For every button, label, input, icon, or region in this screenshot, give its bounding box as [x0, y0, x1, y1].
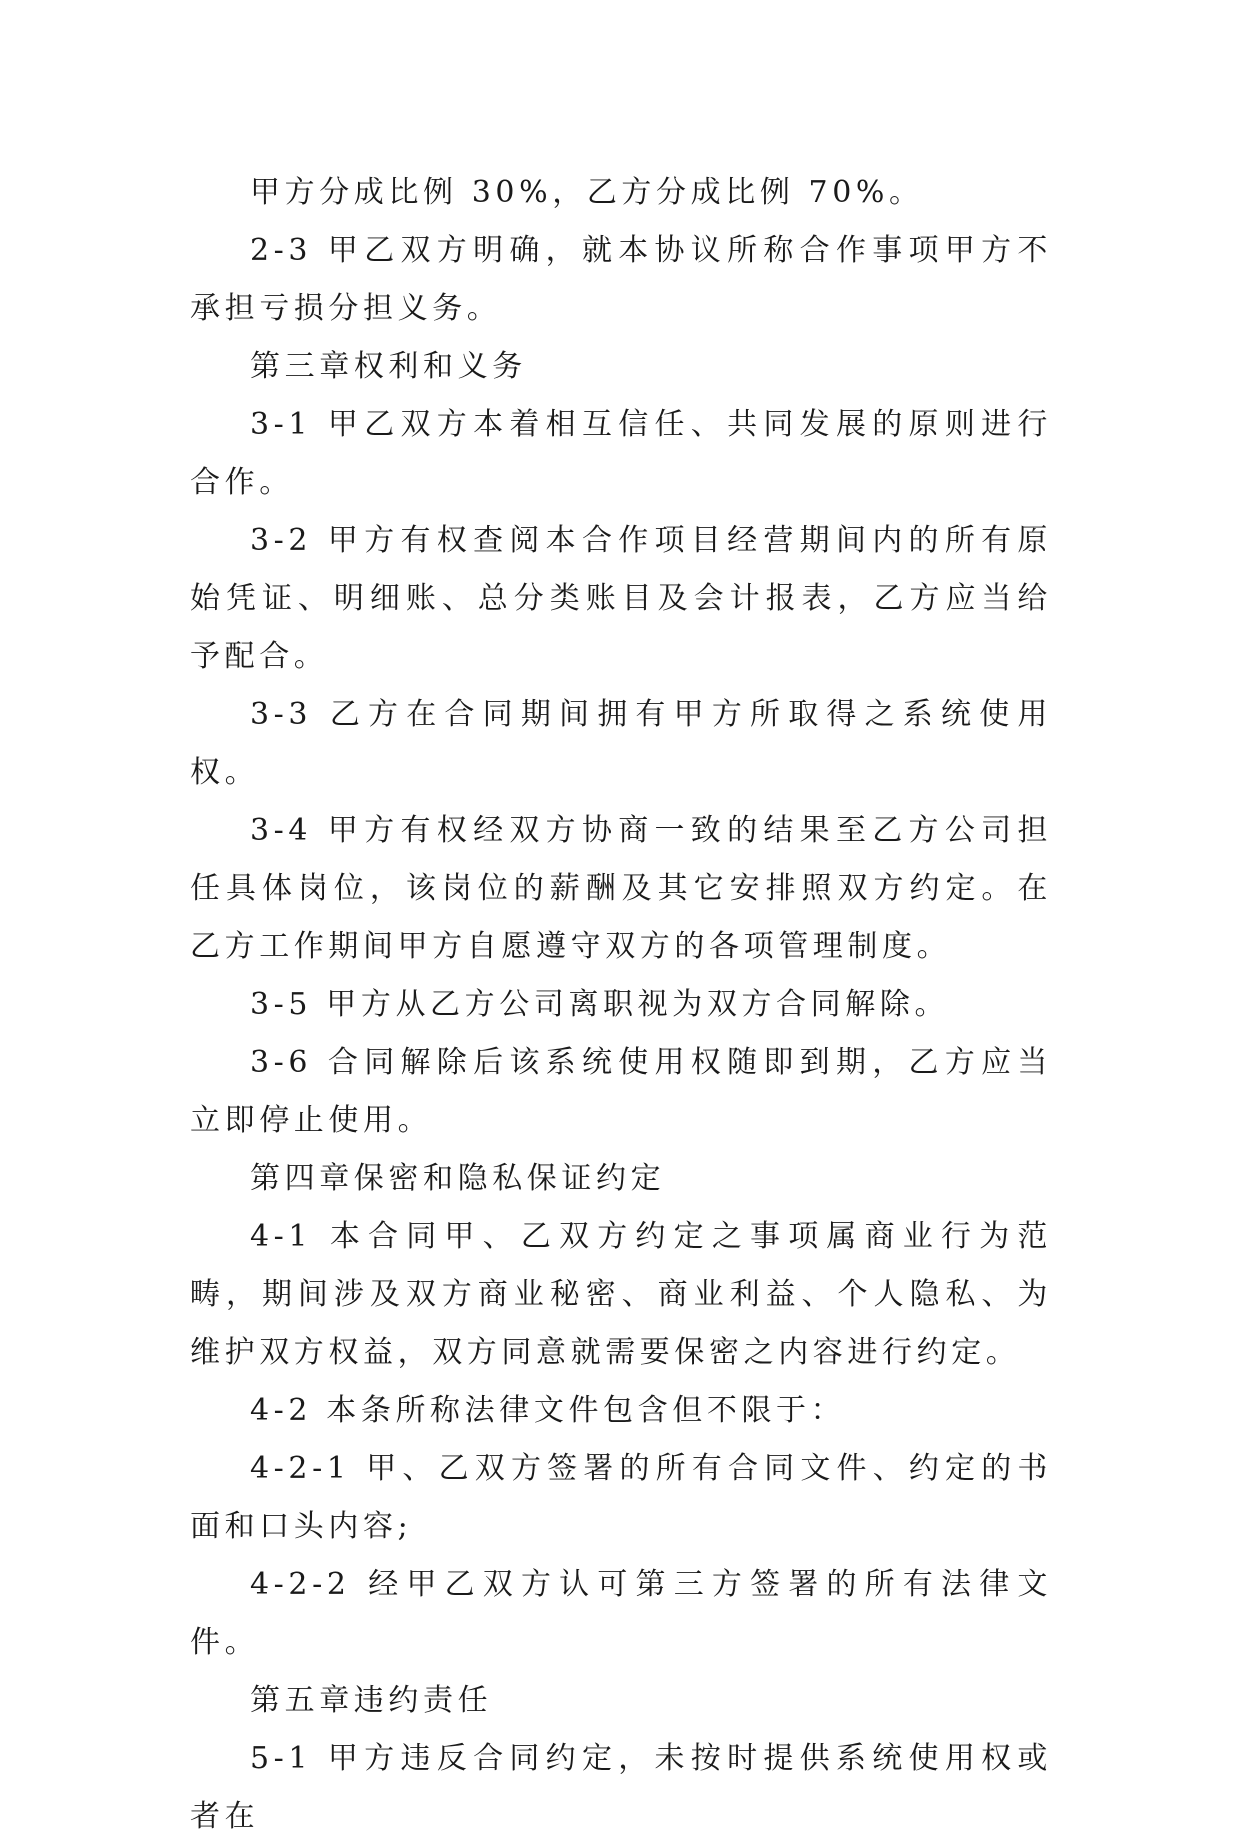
paragraph-clause-5-1: 5-1 甲方违反合同约定，未按时提供系统使用权或者在 — [190, 1741, 1052, 1834]
paragraph-clause-3-1: 3-1 甲乙双方本着相互信任、共同发展的原则进行合作。 — [190, 407, 1052, 500]
chapter-heading-4: 第四章保密和隐私保证约定 — [250, 1161, 666, 1196]
paragraph-clause-3-3: 3-3 乙方在合同期间拥有甲方所取得之系统使用权。 — [190, 697, 1052, 790]
paragraph-clause-3-2: 3-2 甲方有权查阅本合作项目经营期间内的所有原始凭证、明细账、总分类账目及会计报表，乙方应当给予配合。 — [190, 523, 1052, 674]
paragraph-clause-4-1: 4-1 本合同甲、乙双方约定之事项属商业行为范畴，期间涉及双方商业秘密、商业利益、个人隐私、为维护双方权益，双方同意就需要保密之内容进行约定。 — [190, 1219, 1052, 1370]
paragraph-clause-2-3: 2-3 甲乙双方明确，就本协议所称合作事项甲方不承担亏损分担义务。 — [190, 233, 1052, 326]
paragraph-clause-3-4: 3-4 甲方有权经双方协商一致的结果至乙方公司担任具体岗位，该岗位的薪酬及其它安排照双方约定。在乙方工作期间甲方自愿遵守双方的各项管理制度。 — [190, 813, 1052, 964]
paragraph-clause-3-6: 3-6 合同解除后该系统使用权随即到期，乙方应当立即停止使用。 — [190, 1045, 1052, 1138]
paragraph-clause-4-2-2: 4-2-2 经甲乙双方认可第三方签署的所有法律文件。 — [190, 1567, 1052, 1660]
paragraph-clause-4-2: 4-2 本条所称法律文件包含但不限于： — [250, 1393, 846, 1428]
chapter-heading-3: 第三章权利和义务 — [250, 349, 527, 384]
paragraph-clause-3-5: 3-5 甲方从乙方公司离职视为双方合同解除。 — [250, 987, 950, 1022]
paragraph-share-ratio: 甲方分成比例 30%，乙方分成比例 70%。 — [250, 175, 924, 210]
document-body — [190, 164, 1052, 1846]
chapter-heading-5: 第五章违约责任 — [250, 1683, 493, 1718]
paragraph-clause-4-2-1: 4-2-1 甲、乙双方签署的所有合同文件、约定的书面和口头内容; — [190, 1451, 1052, 1544]
